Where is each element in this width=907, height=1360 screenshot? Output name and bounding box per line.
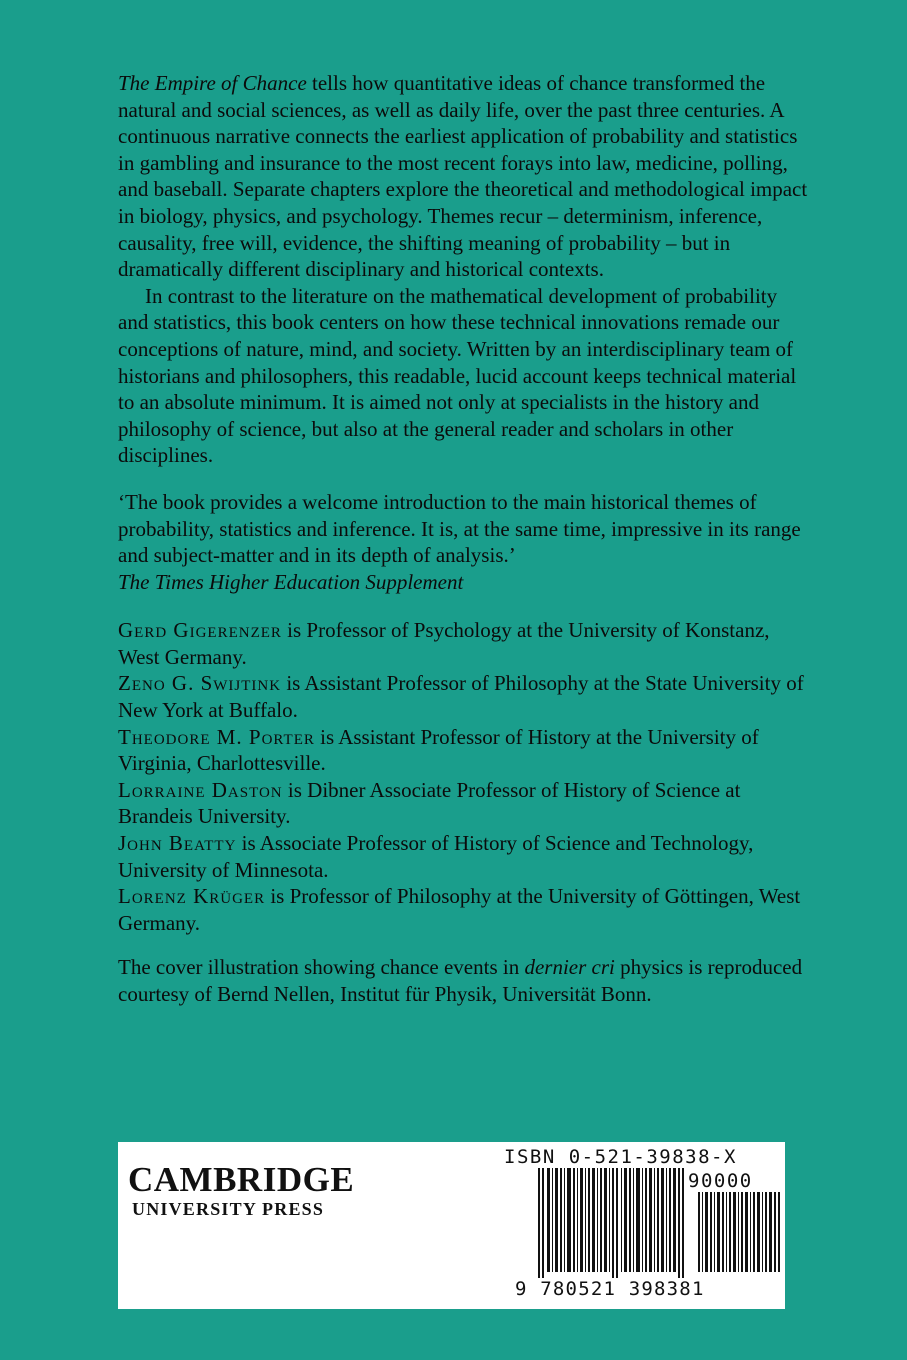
review-quote: ‘The book provides a welcome introduction to the main historical themes of probability, statistics and inference. It is, at the same time, impressive in its range and subject-matter and in its depth of analysis.’ [118,489,801,568]
author-bio: is Professor of Philosophy at the University of Göttingen, West Germany. [118,884,801,935]
book-title: The Empire of Chance [118,71,307,95]
barcode-addon-digits: 90000 [688,1170,753,1192]
author-list [118,617,808,936]
back-cover-text [118,70,808,1008]
author-name: Theodore M. Porter [118,724,315,749]
description-text-1: tells how quantitative ideas of chance transformed the natural and social sciences, as well as daily life, over the past three centuries. A continuous narrative connects the earliest application of probability and statistics in gambling and insurance to the most recent forays into law, medicine, polling, and baseball. Separate chapters explore the theoretical and methodological impact in biology, physics, and psychology. Themes recur – determinism, inference, causality, free will, evidence, the shifting meaning of probability – but in dramatically different disciplinary and historical contexts. [118,71,808,282]
author-bio: is Associate Professor of History of Science and Technology, University of Minnesota. [118,831,754,882]
author-entry [118,617,808,670]
author-name: Lorenz Krüger [118,884,266,909]
description-paragraph-1 [118,70,808,283]
author-entry [118,777,808,830]
publisher-logo-line2: UNIVERSITY PRESS [132,1199,325,1219]
review-source-text: The Times Higher Education Supplement [118,569,464,594]
isbn-text: ISBN 0-521-39838-X [504,1146,737,1168]
review-source [118,569,808,596]
author-bio: is Dibner Associate Professor of History of Science at Brandeis University. [118,777,741,829]
credit-italic: dernier cri [524,955,615,980]
author-name: Lorraine Daston [118,777,283,802]
publisher-logo-line1: CAMBRIDGE [128,1160,355,1199]
author-bio: is Assistant Professor of History at the University of Virginia, Charlottesville. [118,724,759,776]
author-entry [118,830,808,883]
author-entry [118,670,808,723]
publisher-barcode-panel [118,1142,785,1309]
credit-text-before: The cover illustration showing chance events in [118,955,525,980]
author-name: John Beatty [118,831,237,856]
description-paragraph-2: In contrast to the literature on the mathematical development of probability and statistics, this book centers on how these technical innovations remade our conceptions of nature, mind, and society. Written by an interdisciplinary team of historians and philosophers, this readable, lucid account keeps technical material to an absolute minimum. It is aimed not only at specialists in the history and philosophy of science, but also at the general reader and scholars in other disciplines. [118,283,797,468]
cover-credit [118,954,808,1007]
author-bio: is Assistant Professor of Philosophy at the State University of New York at Buffalo. [118,671,804,723]
author-entry [118,883,808,936]
author-entry [118,724,808,777]
author-name: Zeno G. Swijtink [118,671,282,696]
author-bio: is Professor of Psychology at the University of Konstanz, West Germany. [118,618,770,669]
credit-text-after: physics is reproduced courtesy of Bernd Nellen, Institut für Physik, Universität Bonn. [118,955,803,1006]
barcode-ean-digits: 9 780521 398381 [515,1278,705,1300]
author-name: Gerd Gigerenzer [118,618,282,643]
